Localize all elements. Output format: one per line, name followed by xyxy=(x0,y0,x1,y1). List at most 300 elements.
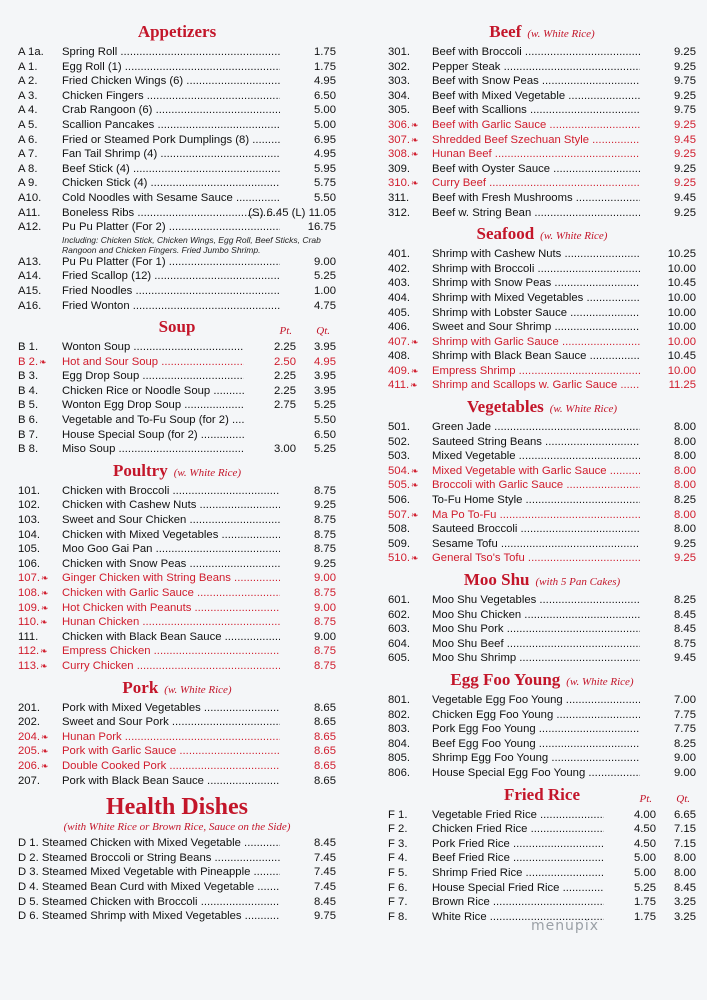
item-name: Beef with Broccoli ..... xyxy=(432,45,640,60)
item-name: Fan Tail Shrimp (4) ..... xyxy=(62,147,280,162)
item-price: 9.00 xyxy=(674,752,696,765)
item-code: 407. ❧ xyxy=(388,335,428,350)
item-code: 503. xyxy=(388,450,410,463)
item-name: D 4. Steamed Bean Curd with Mixed Vegetable ..... xyxy=(18,880,280,895)
item-name: Moo Goo Gai Pan ..... xyxy=(62,542,280,557)
section-title: Seafood (w. White Rice) xyxy=(476,224,608,244)
item-price: 8.65 xyxy=(314,774,336,787)
item-code: 113. ❧ xyxy=(18,659,58,674)
item-price: 9.25 xyxy=(674,118,696,131)
item-name: D 1. Steamed Chicken with Mixed Vegetable ..... xyxy=(18,836,280,851)
menu-item xyxy=(388,737,696,752)
menu-item xyxy=(388,895,696,910)
menu-item xyxy=(388,837,696,852)
menu-item xyxy=(388,74,696,89)
item-code: 806. xyxy=(388,766,410,779)
item-code: 110. ❧ xyxy=(18,615,58,630)
item-code: F 2. xyxy=(388,823,408,836)
item-code: 106. xyxy=(18,557,40,570)
item-code: 101. xyxy=(18,484,40,497)
item-price: 1.75 xyxy=(314,60,336,73)
pint-price: 2.75 xyxy=(274,399,296,412)
item-code: B 6. xyxy=(18,414,39,427)
item-price: 8.00 xyxy=(674,479,696,492)
menu-item xyxy=(18,284,336,299)
menu-item xyxy=(388,45,696,60)
item-name: Hunan Chicken ..... xyxy=(62,615,280,630)
item-code: 603. xyxy=(388,623,410,636)
menu-item xyxy=(18,528,336,543)
item-name: Moo Shu Pork ..... xyxy=(432,622,640,637)
menu-item xyxy=(18,133,336,148)
item-code: 112. ❧ xyxy=(18,644,58,659)
item-name: Hunan Beef ..... xyxy=(432,147,640,162)
item-price: 9.00 xyxy=(314,601,336,614)
pint-price: 5.00 xyxy=(634,866,656,879)
item-name: White Rice ..... xyxy=(432,910,604,925)
right-column xyxy=(388,18,696,924)
item-name: Chicken with Snow Peas ..... xyxy=(62,557,280,572)
item-price: 8.65 xyxy=(314,759,336,772)
item-code: 111. xyxy=(18,630,39,643)
item-code: 803. xyxy=(388,723,410,736)
item-price: 6.50 xyxy=(314,89,336,102)
pint-price: 1.75 xyxy=(634,910,656,923)
item-price: 5.95 xyxy=(314,162,336,175)
menu-item xyxy=(18,865,336,880)
item-code: A 7. xyxy=(18,148,38,161)
item-name: Chicken Stick (4) ..... xyxy=(62,176,280,191)
item-name: Shrimp with Black Bean Sauce ..... xyxy=(432,349,640,364)
item-code: F 7. xyxy=(388,896,408,909)
menu-item xyxy=(388,176,696,191)
menu-item xyxy=(388,551,696,566)
item-name: Pork Egg Foo Young ..... xyxy=(432,722,640,737)
item-price: 9.25 xyxy=(674,177,696,190)
item-code: A 4. xyxy=(18,104,38,117)
menu-item xyxy=(18,147,336,162)
item-price: 9.00 xyxy=(314,630,336,643)
menu-item xyxy=(18,355,336,370)
item-name: Pork with Garlic Sauce ..... xyxy=(62,744,280,759)
item-code: 306. ❧ xyxy=(388,118,428,133)
item-code: B 5. xyxy=(18,399,39,412)
item-price: 8.45 xyxy=(314,837,336,850)
menu-item xyxy=(18,45,336,60)
item-name: Pork with Black Bean Sauce ..... xyxy=(62,774,280,789)
item-code: 307. ❧ xyxy=(388,133,428,148)
item-code: 502. xyxy=(388,435,410,448)
item-price: 8.45 xyxy=(314,895,336,908)
item-price: 9.25 xyxy=(314,557,336,570)
item-price: 10.45 xyxy=(667,350,696,363)
quart-price: 5.25 xyxy=(314,399,336,412)
item-name: Pork Fried Rice ..... xyxy=(432,837,604,852)
item-code: B 3. xyxy=(18,370,39,383)
section-title: Health Dishes xyxy=(105,794,248,821)
menu-item xyxy=(18,340,336,355)
item-code: F 5. xyxy=(388,866,408,879)
item-code: B 4. xyxy=(18,384,39,397)
item-code: 411. ❧ xyxy=(388,378,428,393)
item-price: 1.75 xyxy=(314,46,336,58)
item-code: 508. xyxy=(388,523,410,536)
item-price: 9.75 xyxy=(314,910,336,923)
item-name: Chicken with Black Bean Sauce ..... xyxy=(62,630,280,645)
item-price: 9.25 xyxy=(314,499,336,512)
menu-item xyxy=(388,537,696,552)
item-code: 102. xyxy=(18,499,40,512)
item-code: 802. xyxy=(388,708,410,721)
item-name: Chicken Fingers ..... xyxy=(62,89,280,104)
item-price: 4.75 xyxy=(314,299,336,312)
item-code: 805. xyxy=(388,752,410,765)
menupix-watermark: menupix xyxy=(530,918,599,934)
item-code: 304. xyxy=(388,89,410,102)
item-name: Shrimp with Mixed Vegetables ..... xyxy=(432,291,640,306)
item-price: 5.00 xyxy=(314,104,336,117)
item-price: 8.25 xyxy=(674,594,696,606)
item-name: Shrimp with Broccoli ..... xyxy=(432,262,640,277)
pint-price: 3.00 xyxy=(274,443,296,456)
item-name: Shrimp with Cashew Nuts ..... xyxy=(432,247,640,262)
item-code: 107. ❧ xyxy=(18,571,58,586)
menu-item xyxy=(18,369,336,384)
item-code: A 9. xyxy=(18,177,38,190)
menu-item xyxy=(388,247,696,262)
menu-item xyxy=(18,498,336,513)
item-code: B 2. ❧ xyxy=(18,355,58,370)
item-name: Shrimp Egg Foo Young ..... xyxy=(432,751,640,766)
item-code: B 1. xyxy=(18,341,39,354)
item-price: 8.75 xyxy=(314,616,336,629)
menu-item xyxy=(18,269,336,284)
item-price: 8.65 xyxy=(314,745,336,758)
item-code: 109. ❧ xyxy=(18,601,58,616)
menu-item xyxy=(18,715,336,730)
item-code: A 2. xyxy=(18,75,38,88)
item-name: Chicken with Garlic Sauce ..... xyxy=(62,586,280,601)
item-price: 8.00 xyxy=(674,464,696,477)
item-code: 602. xyxy=(388,608,410,621)
item-price: 8.45 xyxy=(674,623,696,636)
item-name: Crab Rangoon (6) ..... xyxy=(62,103,280,118)
menu-item xyxy=(388,60,696,75)
quart-price: 3.95 xyxy=(314,341,336,354)
pint-price: 4.50 xyxy=(634,837,656,850)
item-code: 804. xyxy=(388,737,410,750)
item-price: 16.75 xyxy=(307,221,336,234)
item-name: Sweet and Sour Shrimp ..... xyxy=(432,320,640,335)
item-name: D 2. Steamed Broccoli or String Beans ..... xyxy=(18,851,280,866)
menu-item xyxy=(388,622,696,637)
item-name: Chicken with Cashew Nuts ..... xyxy=(62,498,280,513)
item-price: 9.25 xyxy=(674,537,696,550)
item-code: A 5. xyxy=(18,118,38,131)
item-price: 10.00 xyxy=(667,262,696,275)
item-name: Pork with Mixed Vegetables ..... xyxy=(62,701,280,716)
item-name: Moo Shu Shrimp ..... xyxy=(432,651,640,666)
item-code: F 8. xyxy=(388,910,408,923)
item-name: Empress Chicken ..... xyxy=(62,644,280,659)
item-name: Shrimp with Lobster Sauce ..... xyxy=(432,306,640,321)
pint-price: 2.25 xyxy=(274,384,296,397)
item-name: Beef Fried Rice ..... xyxy=(432,851,604,866)
item-code: 308. ❧ xyxy=(388,147,428,162)
menu-item xyxy=(18,255,336,270)
menu-item xyxy=(388,693,696,708)
item-name: Shrimp and Scallops w. Garlic Sauce ..... xyxy=(432,378,640,393)
item-price: 8.65 xyxy=(314,701,336,714)
item-code: 605. xyxy=(388,652,410,665)
menu-item xyxy=(18,586,336,601)
item-code: 303. xyxy=(388,75,410,88)
item-name: Ma Po To-Fu ..... xyxy=(432,508,640,523)
quart-price: 4.95 xyxy=(314,355,336,368)
menu-item xyxy=(388,133,696,148)
item-name: Spring Roll ..... xyxy=(62,45,280,60)
item-price: 10.00 xyxy=(667,291,696,304)
item-name: D 6. Steamed Shrimp with Mixed Vegetables ..... xyxy=(18,909,280,924)
section-subtitle: (with White Rice or Brown Rice, Sauce on the Side) xyxy=(63,821,291,834)
item-code: A15. xyxy=(18,284,42,297)
section-title: Moo Shu (with 5 Pan Cakes) xyxy=(463,570,621,589)
item-name: Beef with Scallions ..... xyxy=(432,103,640,118)
quart-price: 6.50 xyxy=(314,428,336,441)
item-name: Vegetable and To-Fu Soup (for 2) ..... xyxy=(62,413,244,428)
section-moo-shu xyxy=(388,570,696,666)
item-code: 311. xyxy=(388,191,410,204)
item-code: 408. xyxy=(388,350,410,363)
menu-item xyxy=(388,103,696,118)
item-price: 7.00 xyxy=(674,693,696,706)
item-code: A16. xyxy=(18,299,42,312)
menu-item xyxy=(388,378,696,393)
quart-price: 7.15 xyxy=(674,823,696,836)
item-code: 204. ❧ xyxy=(18,730,58,745)
item-price: 8.00 xyxy=(674,435,696,448)
menu-item xyxy=(18,89,336,104)
item-name: Sweet and Sour Pork ..... xyxy=(62,715,280,730)
item-name: Beef with Fresh Mushrooms ..... xyxy=(432,191,640,206)
menu-item xyxy=(388,206,696,221)
item-name: Curry Chicken ..... xyxy=(62,659,280,674)
item-price: 9.45 xyxy=(674,133,696,146)
item-name: Boneless Ribs ..... xyxy=(62,206,280,221)
item-name: House Special Soup (for 2) ..... xyxy=(62,428,244,443)
menu-item xyxy=(388,808,696,823)
menu-item xyxy=(18,644,336,659)
item-name: D 5. Steamed Chicken with Broccoli ..... xyxy=(18,895,280,910)
item-name: Pepper Steak ..... xyxy=(432,60,640,75)
item-name: Curry Beef ..... xyxy=(432,176,640,191)
item-code: 505. ❧ xyxy=(388,478,428,493)
item-code: A11. xyxy=(18,206,41,219)
section-appetizers xyxy=(18,22,336,313)
menu-item xyxy=(18,615,336,630)
section-pork xyxy=(18,678,336,789)
menu-item xyxy=(18,220,336,235)
item-name: Beef with Garlic Sauce ..... xyxy=(432,118,640,133)
item-price: 9.25 xyxy=(674,206,696,219)
item-name: Double Cooked Pork ..... xyxy=(62,759,280,774)
menu-item xyxy=(18,60,336,75)
section-egg-foo-young xyxy=(388,670,696,781)
menu-item xyxy=(388,708,696,723)
quart-price: 3.25 xyxy=(674,910,696,923)
item-price: 8.00 xyxy=(674,508,696,521)
menu-item xyxy=(388,449,696,464)
menu-item xyxy=(18,162,336,177)
item-price: (S) 6.45 (L) 11.05 xyxy=(248,206,336,219)
item-code: F 6. xyxy=(388,881,408,894)
item-code: 202. xyxy=(18,716,40,729)
item-name: Chicken Rice or Noodle Soup ..... xyxy=(62,384,244,399)
item-price: 7.75 xyxy=(674,708,696,721)
menu-item xyxy=(18,630,336,645)
menu-item xyxy=(388,89,696,104)
item-price: 7.45 xyxy=(314,880,336,893)
item-code: 601. xyxy=(388,594,410,606)
section-title: Vegetables (w. White Rice) xyxy=(466,397,618,417)
menu-item xyxy=(388,291,696,306)
menu-item xyxy=(18,413,336,428)
menu-item xyxy=(18,880,336,895)
item-name: Pu Pu Platter (For 1) ..... xyxy=(62,255,280,270)
item-code: A 1. xyxy=(18,60,38,73)
item-code: 504. ❧ xyxy=(388,464,428,479)
item-name: Egg Drop Soup ..... xyxy=(62,369,244,384)
item-code: 510. ❧ xyxy=(388,551,428,566)
item-name: Mixed Vegetable with Garlic Sauce ..... xyxy=(432,464,640,479)
menu-item xyxy=(18,206,336,221)
quart-price: 3.95 xyxy=(314,384,336,397)
item-price: 8.00 xyxy=(674,523,696,536)
item-code: 506. xyxy=(388,494,410,507)
menu-item xyxy=(18,118,336,133)
menu-item xyxy=(388,320,696,335)
item-price: 8.25 xyxy=(674,737,696,750)
item-name: Shrimp Fried Rice ..... xyxy=(432,866,604,881)
item-code: 108. ❧ xyxy=(18,586,58,601)
item-price: 8.75 xyxy=(314,528,336,541)
item-code: 310. ❧ xyxy=(388,176,428,191)
menu-item xyxy=(388,508,696,523)
item-price: 9.25 xyxy=(674,60,696,73)
item-name: Ginger Chicken with String Beans ..... xyxy=(62,571,280,586)
item-price: 10.00 xyxy=(667,364,696,377)
item-price: 9.75 xyxy=(674,75,696,88)
quart-price: 8.00 xyxy=(674,866,696,879)
item-name: Empress Shrimp ..... xyxy=(432,364,640,379)
section-soup xyxy=(18,317,336,457)
quart-price: 5.50 xyxy=(314,414,336,427)
menu-item xyxy=(388,118,696,133)
item-price: 7.75 xyxy=(674,723,696,736)
menu-item xyxy=(18,484,336,499)
menu-item xyxy=(388,593,696,608)
menu-item xyxy=(18,659,336,674)
item-name: Egg Roll (1) ..... xyxy=(62,60,280,75)
left-column xyxy=(18,18,336,924)
item-price: 8.75 xyxy=(314,645,336,658)
item-name: Shrimp with Snow Peas ..... xyxy=(432,276,640,291)
item-name: Beef Egg Foo Young ..... xyxy=(432,737,640,752)
menu-item xyxy=(18,442,336,457)
item-name: House Special Egg Foo Young ..... xyxy=(432,766,640,781)
item-code: 301. xyxy=(388,46,410,58)
menu-item xyxy=(388,435,696,450)
item-price: 6.95 xyxy=(314,133,336,146)
item-code: 409. ❧ xyxy=(388,364,428,379)
section-title: Egg Foo Young (w. White Rice) xyxy=(450,669,634,689)
quart-label: Qt. xyxy=(676,792,690,805)
item-price: 10.45 xyxy=(667,277,696,290)
item-name: Sauteed Broccoli ..... xyxy=(432,522,640,537)
item-price: 10.00 xyxy=(667,335,696,348)
quart-price: 8.45 xyxy=(674,881,696,894)
menu-item xyxy=(388,306,696,321)
menu-item xyxy=(18,176,336,191)
item-code: B 8. xyxy=(18,443,39,456)
item-code: A14. xyxy=(18,270,42,283)
item-code: 207. xyxy=(18,774,40,787)
item-price: 9.25 xyxy=(674,89,696,102)
item-code: 404. xyxy=(388,291,410,304)
menu-item xyxy=(388,651,696,666)
section-title: Pork (w. White Rice) xyxy=(122,677,232,697)
menu-item xyxy=(388,766,696,781)
item-name: Scallion Pancakes ..... xyxy=(62,118,280,133)
item-code: 501. xyxy=(388,421,410,434)
item-price: 8.75 xyxy=(314,514,336,527)
quart-price: 5.25 xyxy=(314,443,336,456)
menu-item xyxy=(18,836,336,851)
quart-price: 7.15 xyxy=(674,837,696,850)
item-code: A 3. xyxy=(18,89,38,102)
menu-item xyxy=(18,74,336,89)
item-code: A12. xyxy=(18,221,42,234)
item-code: 205. ❧ xyxy=(18,744,58,759)
item-code: 801. xyxy=(388,693,410,706)
menu-item xyxy=(388,751,696,766)
item-price: 5.75 xyxy=(314,177,336,190)
item-price: 9.25 xyxy=(674,552,696,565)
quart-label: Qt. xyxy=(316,325,330,338)
menu-item xyxy=(18,909,336,924)
item-name: To-Fu Home Style ..... xyxy=(432,493,640,508)
item-name: Vegetable Fried Rice ..... xyxy=(432,808,604,823)
item-name: Wonton Egg Drop Soup ..... xyxy=(62,398,244,413)
item-price: 8.00 xyxy=(674,421,696,434)
menu-item xyxy=(388,822,696,837)
quart-price: 3.25 xyxy=(674,896,696,909)
item-code: 402. xyxy=(388,262,410,275)
item-price: 7.45 xyxy=(314,851,336,864)
item-price: 8.75 xyxy=(314,659,336,672)
quart-price: 8.00 xyxy=(674,852,696,865)
section-health-dishes xyxy=(18,794,336,924)
item-name: Hunan Pork ..... xyxy=(62,730,280,745)
item-name: Brown Rice ..... xyxy=(432,895,604,910)
item-price: 10.25 xyxy=(667,248,696,261)
section-title: Beef (w. White Rice) xyxy=(489,22,595,41)
pint-price: 4.50 xyxy=(634,823,656,836)
item-name: Sesame Tofu ..... xyxy=(432,537,640,552)
item-code: A 6. xyxy=(18,133,38,146)
item-code: 305. xyxy=(388,104,410,117)
menu-item xyxy=(388,608,696,623)
